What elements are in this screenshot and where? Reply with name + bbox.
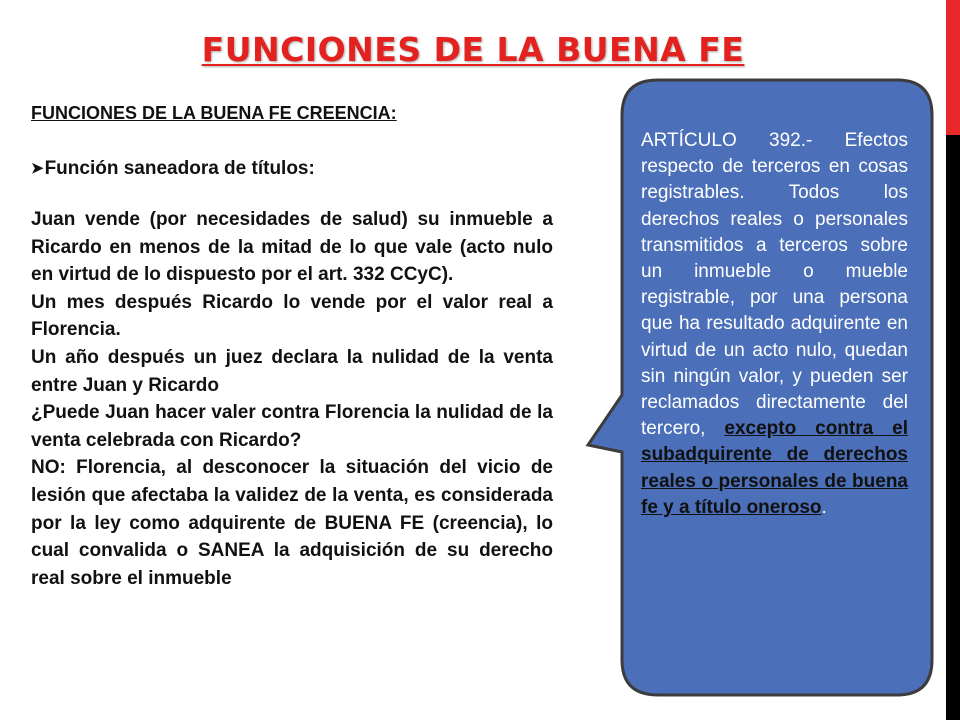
arrow-bullet-icon: ➤ <box>31 160 44 177</box>
paragraph: NO: Florencia, al desconocer la situación del vicio de lesión que afectaba la validez de la venta, es considerada por la ley como adquirente de BUENA FE (creencia), lo cual convalida o SANEA la adquisición de su derecho real sobre el inmueble <box>31 457 553 589</box>
paragraph: Juan vende (por necesidades de salud) su inmueble a Ricardo en menos de la mitad de lo que vale (acto nulo en virtud de lo dispuesto por el art. 332 CCyC). <box>31 209 553 286</box>
slide-title: FUNCIONES DE LA BUENA FE <box>201 30 745 69</box>
paragraph: Un año después un juez declara la nulidad de la venta entre Juan y Ricardo <box>31 346 553 396</box>
article-end: . <box>821 496 827 518</box>
paragraph: Un mes después Ricardo lo vende por el valor real a Florencia. <box>31 291 553 341</box>
article-emphasis: excepto contra el subadquirente de derechos reales o personales de buena fe y a título oneroso <box>641 418 908 518</box>
bullet-text: Función saneadora de títulos: <box>44 158 315 179</box>
callout-text <box>641 128 908 521</box>
article-text: ARTÍCULO 392.- Efectos respecto de terceros en cosas registrables. Todos los derechos reales o personales transmitidos a terceros sobre un inmueble o mueble registrable, por una persona que ha resultado adquirente en virtud de un acto nulo, quedan sin ningún valor, y pueden ser reclamados directamente del tercero, <box>641 130 908 440</box>
section-subtitle: FUNCIONES DE LA BUENA FE CREENCIA: <box>31 103 397 123</box>
paragraph: ¿Puede Juan hacer valer contra Florencia la nulidad de la venta celebrada con Ricardo? <box>31 402 553 451</box>
